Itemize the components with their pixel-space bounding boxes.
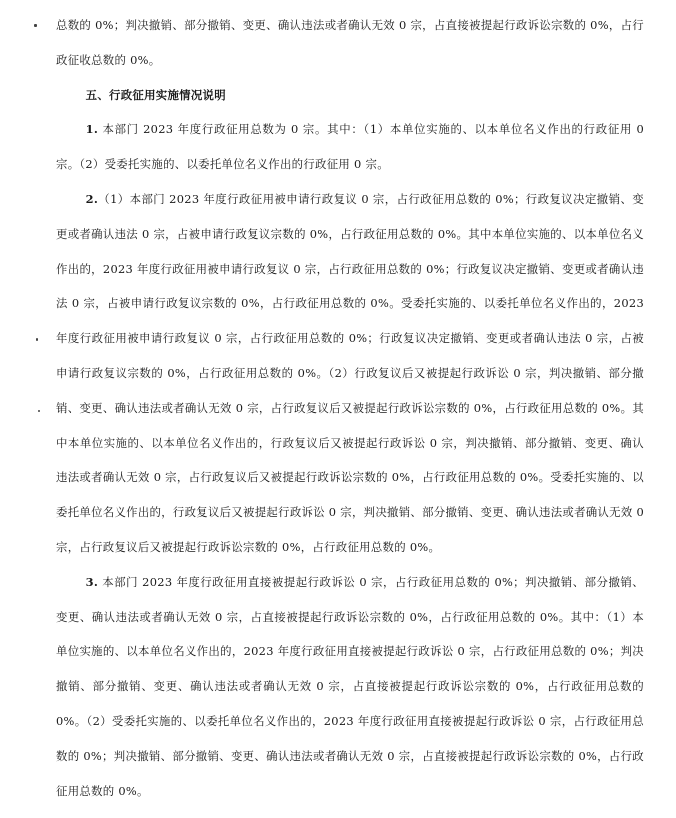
item-2-paragraph bbox=[56, 182, 644, 565]
continuation-paragraph: 总数的 0%；判决撤销、部分撤销、变更、确认违法或者确认无效 0 宗，占直接被提起行政诉讼宗数的 0%，占行政征收总数的 0%。 bbox=[56, 18, 644, 67]
item-2-text: （1）本部门 2023 年度行政征用被申请行政复议 0 宗，占行政征用总数的 0%；行政复议决定撤销、变更或者确认违法 0 宗，占被申请行政复议宗数的 0%，占行政征用总数的 0%。其中本单位实施的、以本单位名义作出的，2023 年度行政征用被申请行政复议 0 宗，占行政征用总数的 0%；行政复议决定撤销、变更或者确认违法 0 宗，占被申请行政复议宗数的 0%，占行政征用总数的 0%。受委托实施的、以委托单位名义作出的，2023 年度行政征用被申请行政复议 0 宗，占行政征用总数的 0%；行政复议决定撤销、变更或者确认违法 0 宗，占被申请行政复议宗数的 0%，占行政征用总数的 0%。（2）行政复议后又被提起行政诉讼 0 宗，判决撤销、部分撤销、变更、确认违法或者确认无效 0 宗，占行政复议后又被提起行政诉讼宗数的 0%，占行政征用总数的 0%。其中本单位实施的、以本单位名义作出的，行政复议后又被提起行政诉讼 0 宗，判决撤销、部分撤销、变更、确认违法或者确认无效 0 宗，占行政复议后又被提起行政诉讼宗数的 0%，占行政征用总数的 0%。受委托实施的、以委托单位名义作出的，行政复议后又被提起行政诉讼 0 宗，判决撤销、部分撤销、变更、确认违法或者确认无效 0 宗，占行政复议后又被提起行政诉讼宗数的 0%，占行政征用总数的 0%。 bbox=[56, 191, 645, 554]
scan-speck bbox=[38, 410, 40, 412]
scan-speck bbox=[36, 338, 38, 341]
scan-speck bbox=[34, 24, 37, 27]
item-1-text: 本部门 2023 年度行政征用总数为 0 宗。其中：（1）本单位实施的、以本单位名义作出的行政征用 0 宗。（2）受委托实施的、以委托单位名义作出的行政征用 0 宗。 bbox=[56, 122, 644, 172]
item-1-label: 1. bbox=[85, 122, 99, 137]
item-2-label: 2. bbox=[85, 191, 99, 206]
item-3-text: 本部门 2023 年度行政征用直接被提起行政诉讼 0 宗，占行政征用总数的 0%；判决撤销、部分撤销、变更、确认违法或者确认无效 0 宗，占直接被提起行政诉讼宗数的 0%，占行政征用总数的 0%。其中：（1）本单位实施的、以本单位名义作出的，2023 年度行政征用直接被提起行政诉讼 0 宗，占行政征用总数的 0%；判决撤销、部分撤销、变更、确认违法或者确认无效 0 宗，占直接被提起行政诉讼宗数的 0%，占行政征用总数的 0%。（2）受委托实施的、以委托单位名义作出的，2023 年度行政征用直接被提起行政诉讼 0 宗，占行政征用总数的 0%；判决撤销、部分撤销、变更、确认违法或者确认无效 0 宗，占直接被提起行政诉讼宗数的 0%，占行政征用总数的 0%。 bbox=[56, 574, 644, 798]
item-3-paragraph bbox=[56, 565, 644, 809]
document-body bbox=[56, 8, 644, 808]
item-3-label: 3. bbox=[85, 574, 99, 589]
section-heading: 五、行政征用实施情况说明 bbox=[85, 87, 226, 102]
item-1-paragraph bbox=[56, 112, 644, 182]
